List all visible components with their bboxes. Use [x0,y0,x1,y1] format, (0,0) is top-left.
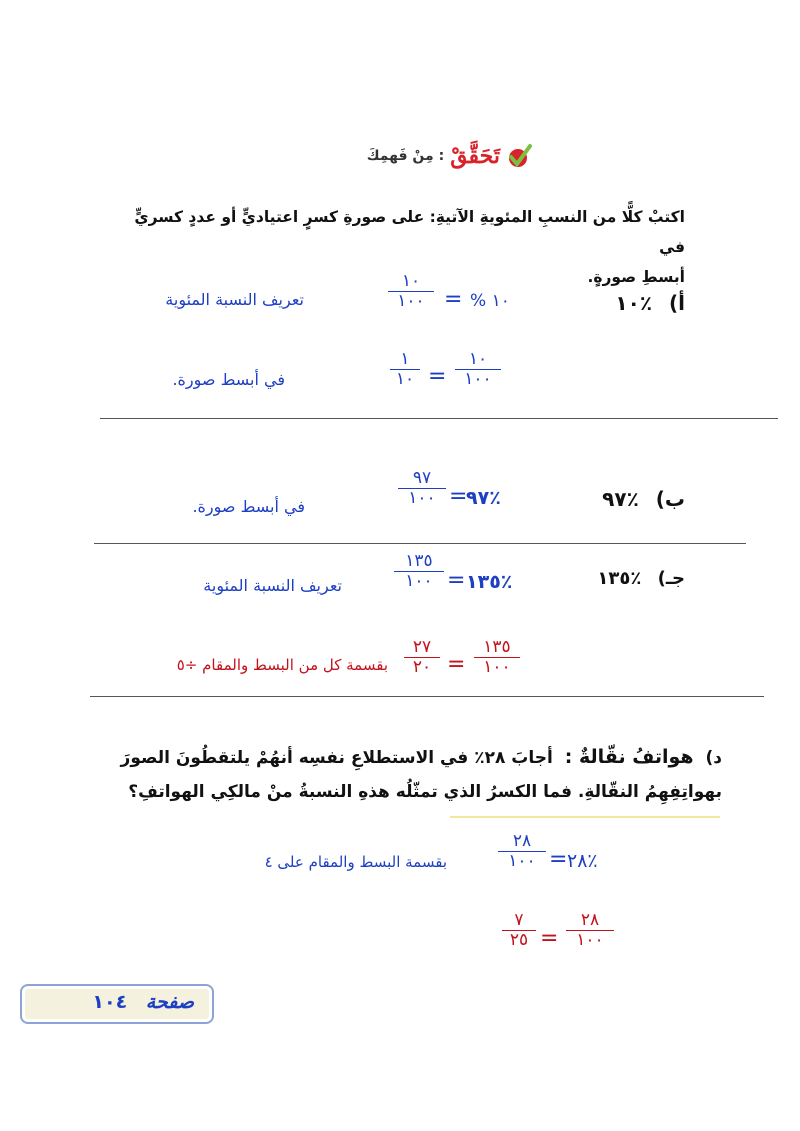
problem-d-step1-eq: = [549,847,568,872]
denominator: ١٠٠ [508,851,536,872]
problem-d-step2-fraction-right [566,911,614,950]
problem-c-step2-note: بقسمة كل من البسط والمقام ÷٥ [176,656,388,674]
problem-b-step1-eq: = [449,484,468,509]
problem-d [42,740,722,809]
numerator: ١٣٥ [483,637,511,657]
denominator: ١٠٠ [483,657,511,678]
denominator: ١٠ [395,369,415,390]
problem-a-label [575,291,685,315]
problem-b-letter: ب) [655,487,685,511]
header-title-rest: مِنْ فَهمِكَ : [366,148,445,164]
denominator: ١٠٠ [405,571,433,592]
denominator: ١٠٠ [397,291,425,312]
problem-a-step1-fraction [388,272,434,311]
numerator: ٢٨ [580,910,600,930]
problem-c-label [570,568,685,589]
problem-b-step1-lhs: ٪٩٧ [466,487,501,509]
problem-a-step1-lhs: ١٠ % [470,291,510,311]
problem-c-value: ٪١٣٥ [597,568,642,589]
page-number: ١٠٤ [92,991,128,1013]
numerator: ٩٧ [412,468,432,488]
divider [94,543,746,544]
problem-c-step2-eq: = [447,652,466,677]
problem-a-step1-note: تعريف النسبة المئوية [165,290,304,309]
divider [100,418,778,419]
problem-a-step2-note: في أبسط صورة. [172,370,285,389]
problem-c-step2-fraction-left [404,638,440,677]
page-label: صفحة [145,991,194,1013]
highlight-underline [450,816,720,818]
problem-b-step1-fraction [398,469,446,508]
numerator: ٢٨ [512,831,532,851]
problem-d-title: هواتفُ نقّالةٌ : [564,746,694,768]
problem-c-step1-lhs: ٪١٣٥ [466,571,513,593]
intro-line-2: أبسطِ صورةٍ. [587,268,685,286]
problem-b-label [575,487,685,511]
problem-d-step1-note: بقسمة البسط والمقام على ٤ [264,853,447,871]
problem-a-step2-fraction-right [455,350,501,389]
numerator: ١٣٥ [405,551,433,571]
problem-d-step1-fraction [498,832,546,871]
problem-a-step2-fraction-left [390,350,420,389]
problem-d-step1-lhs: ٪٢٨ [567,850,598,872]
problem-a-step2-eq: = [428,364,447,389]
problem-b-step1-note: في أبسط صورة. [192,497,305,516]
problem-c-step1-fraction [394,552,444,591]
problem-a-letter: أ) [669,291,685,315]
denominator: ٢٠ [412,657,432,678]
divider [90,696,764,697]
header-title-main: تَحَقَّقْ [450,143,500,169]
problem-b-value: ٪٩٧ [602,487,639,511]
problem-d-line-1 [42,740,722,775]
problem-c-letter: جـ) [657,568,685,589]
denominator: ٢٥ [509,930,529,951]
page-badge [20,984,214,1024]
numerator: ٢٧ [412,637,432,657]
problem-c-step1-eq: = [447,568,466,593]
denominator: ١٠٠ [576,930,604,951]
intro-line-1: اكتبْ كلًّا من النسبِ المئويةِ الآتيةِ: على صورةِ كسرٍ اعتياديٍّ أو عددٍ كسريٍّ في [134,208,685,256]
problem-a-value: ٪١٠ [615,291,653,315]
denominator: ١٠٠ [464,369,492,390]
header [367,143,532,169]
problem-d-text-1: أجابَ ٢٨٪ في الاستطلاعِ نفسِه أنهُمْ يلتقطُونَ الصورَ [120,748,553,768]
problem-a-step1-eq: = [444,287,463,312]
problem-d-letter: د) [705,748,722,768]
numerator: ٧ [514,910,524,930]
checkmark-icon [506,143,532,169]
numerator: ١ [400,349,410,369]
numerator: ١٠ [401,271,421,291]
problem-c-step1-note: تعريف النسبة المئوية [203,576,342,595]
denominator: ١٠٠ [408,488,436,509]
problem-d-text-2: بهواتِفِهِمُ النقّالةِ. فما الكسرُ الذي تمثّلُه هذهِ النسبةُ منْ مالكِي الهواتفِ؟ [128,782,722,802]
problem-c-step2-fraction-right [474,638,520,677]
numerator: ١٠ [468,349,488,369]
problem-d-step2-eq: = [540,926,559,951]
problem-d-step2-fraction-left [502,911,536,950]
